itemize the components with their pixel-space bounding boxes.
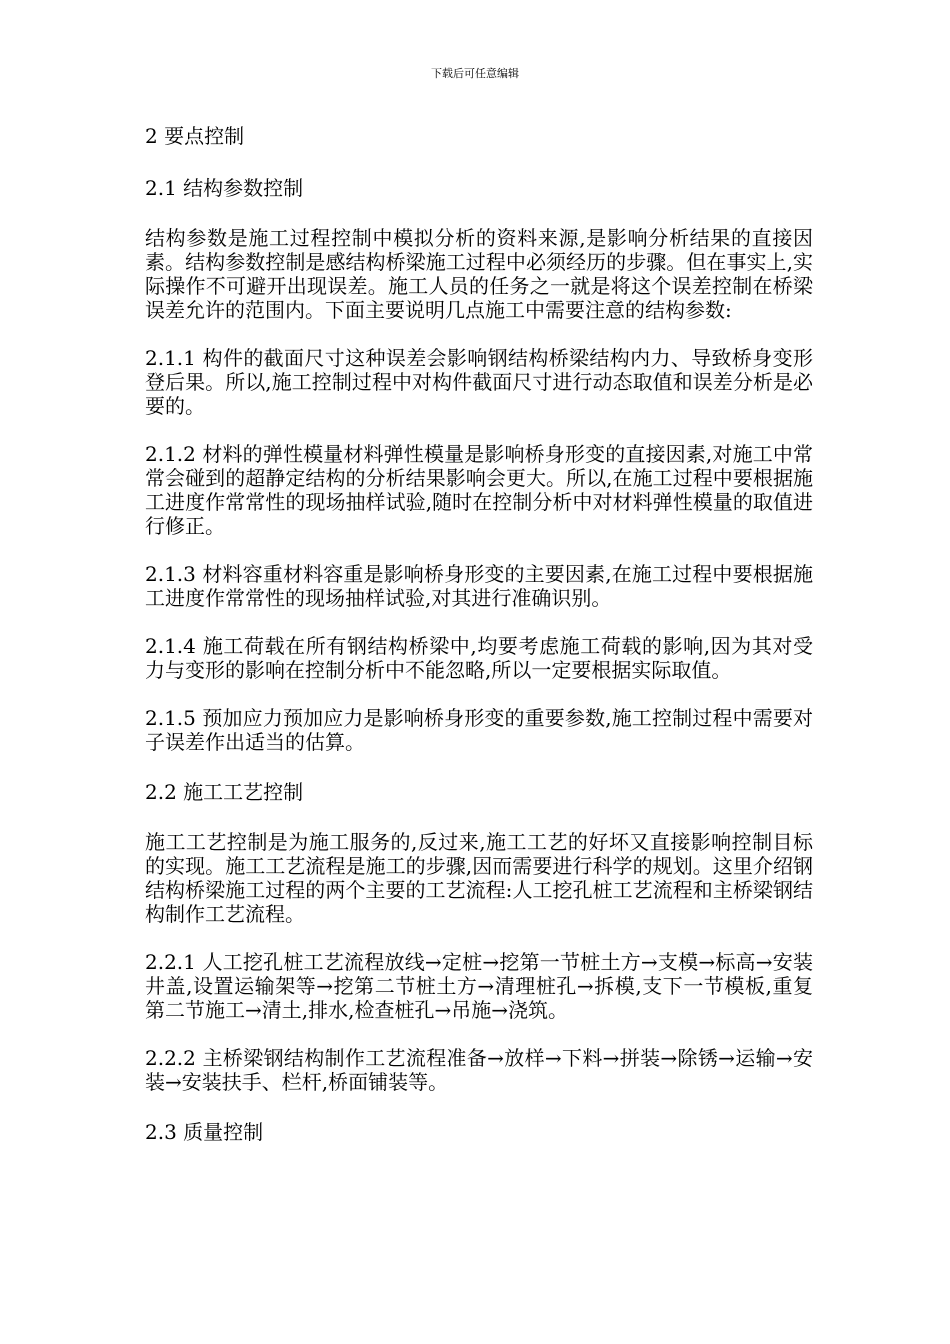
section-heading-2-1: 2.1 结构参数控制 (145, 176, 304, 200)
paragraph-2-2-1: 2.2.1 人工挖孔桩工艺流程放线→定桩→挖第一节桩土方→支模→标高→安装井盖,设置运输架等→挖第二节桩土方→清理桩孔→拆模,支下一节模板,重复第二节施工→清土,排水,检查桩孔→吊施→浇筑。 (145, 950, 813, 1022)
page-header: 下载后可任意编辑 (431, 67, 519, 80)
paragraph-2-2-2: 2.2.2 主桥梁钢结构制作工艺流程准备→放样→下料→拼装→除锈→运输→安装→安装扶手、栏杆,桥面铺装等。 (145, 1046, 813, 1094)
paragraph-structure-params-intro: 结构参数是施工过程控制中模拟分析的资料来源,是影响分析结果的直接因素。结构参数控制是感结构桥梁施工过程中必须经历的步骤。但在事实上,实际操作不可避开出现误差。施工人员的任务之一就是将这个误差控制在桥梁误差允许的范围内。下面主要说明几点施工中需要注意的结构参数: (145, 226, 813, 322)
section-heading-2-3: 2.3 质量控制 (145, 1120, 264, 1144)
section-heading-2: 2 要点控制 (145, 124, 245, 148)
paragraph-process-control-intro: 施工工艺控制是为施工服务的,反过来,施工工艺的好坏又直接影响控制目标的实现。施工工艺流程是施工的步骤,因而需要进行科学的规划。这里介绍钢结构桥梁施工过程的两个主要的工艺流程:人工挖孔桩工艺流程和主桥梁钢结构制作工艺流程。 (145, 830, 813, 926)
paragraph-2-1-5: 2.1.5 预加应力预加应力是影响桥身形变的重要参数,施工控制过程中需要对子误差作出适当的估算。 (145, 706, 813, 754)
section-heading-2-2: 2.2 施工工艺控制 (145, 780, 304, 804)
paragraph-2-1-2: 2.1.2 材料的弹性模量材料弹性模量是影响桥身形变的直接因素,对施工中常常会碰到的超静定结构的分析结果影响会更大。所以,在施工过程中要根据施工进度作常常性的现场抽样试验,随时在控制分析中对材料弹性模量的取值进行修正。 (145, 442, 813, 538)
paragraph-2-1-1: 2.1.1 构件的截面尺寸这种误差会影响钢结构桥梁结构内力、导致桥身变形登后果。所以,施工控制过程中对构件截面尺寸进行动态取值和误差分析是必要的。 (145, 346, 813, 418)
document-body (145, 122, 813, 1170)
paragraph-2-1-4: 2.1.4 施工荷载在所有钢结构桥梁中,均要考虑施工荷载的影响,因为其对受力与变形的影响在控制分析中不能忽略,所以一定要根据实际取值。 (145, 634, 813, 682)
paragraph-2-1-3: 2.1.3 材料容重材料容重是影响桥身形变的主要因素,在施工过程中要根据施工进度作常常性的现场抽样试验,对其进行准确识别。 (145, 562, 813, 610)
